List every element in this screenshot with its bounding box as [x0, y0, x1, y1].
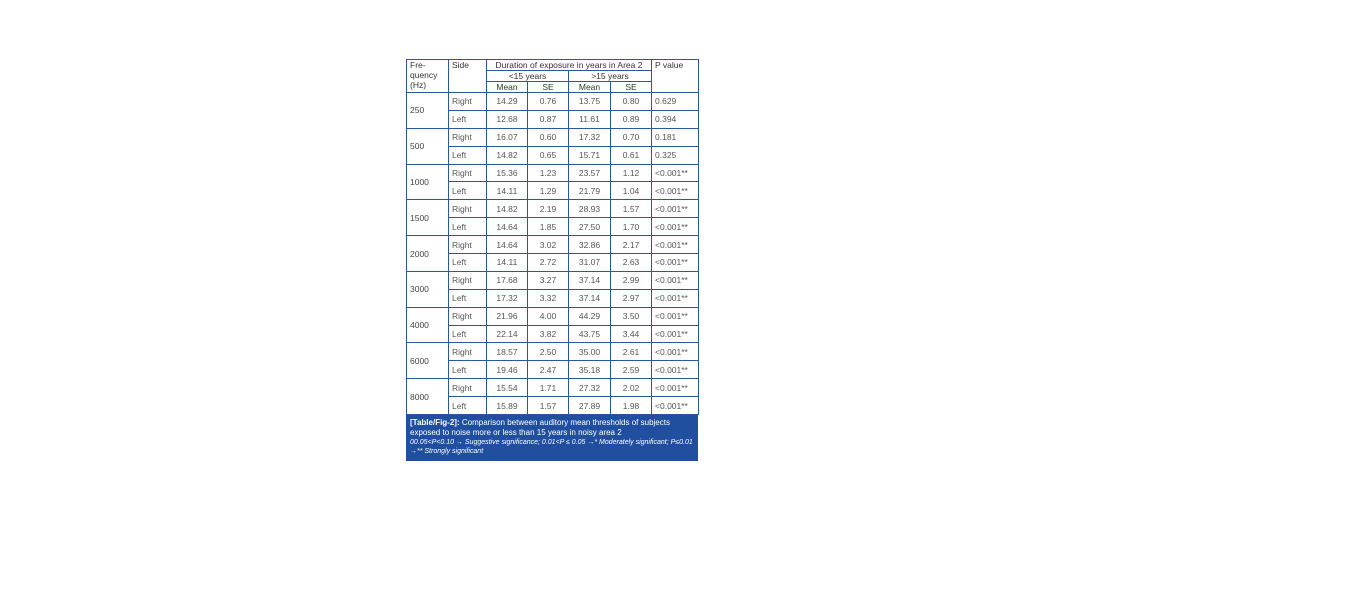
se-gt-cell: 1.98 [611, 397, 652, 415]
side-cell: Right [449, 164, 487, 182]
se-lt-cell: 0.87 [528, 110, 569, 128]
side-cell: Right [449, 379, 487, 397]
side-cell: Right [449, 343, 487, 361]
frequency-cell: 1500 [407, 200, 449, 236]
mean-gt-cell: 43.75 [569, 325, 611, 343]
mean-gt-cell: 23.57 [569, 164, 611, 182]
se-lt-cell: 3.02 [528, 236, 569, 254]
table-row [407, 325, 699, 343]
table-row [407, 361, 699, 379]
se-gt-cell: 0.89 [611, 110, 652, 128]
se-gt-cell: 2.17 [611, 236, 652, 254]
pvalue-cell: <0.001** [652, 271, 699, 289]
se-lt-cell: 1.71 [528, 379, 569, 397]
se-lt-cell: 0.65 [528, 146, 569, 164]
pvalue-cell: 0.181 [652, 128, 699, 146]
mean-gt-cell: 13.75 [569, 93, 611, 111]
mean-lt-cell: 12.68 [487, 110, 528, 128]
mean-lt-cell: 21.96 [487, 307, 528, 325]
mean-gt-cell: 21.79 [569, 182, 611, 200]
se-gt-cell: 2.61 [611, 343, 652, 361]
side-cell: Left [449, 218, 487, 236]
se-lt-cell: 3.27 [528, 271, 569, 289]
table-row [407, 146, 699, 164]
table-row [407, 218, 699, 236]
mean-lt-cell: 14.64 [487, 236, 528, 254]
header-mean: Mean [569, 82, 611, 93]
header-se: SE [611, 82, 652, 93]
table-row [407, 343, 699, 361]
pvalue-cell: <0.001** [652, 236, 699, 254]
mean-gt-cell: 27.89 [569, 397, 611, 415]
pvalue-cell: <0.001** [652, 289, 699, 307]
table-row [407, 289, 699, 307]
pvalue-cell: <0.001** [652, 343, 699, 361]
table-row [407, 110, 699, 128]
side-cell: Left [449, 289, 487, 307]
table-caption [406, 415, 698, 461]
table-row [407, 397, 699, 415]
mean-lt-cell: 14.11 [487, 254, 528, 272]
mean-gt-cell: 35.18 [569, 361, 611, 379]
se-gt-cell: 1.12 [611, 164, 652, 182]
mean-lt-cell: 16.07 [487, 128, 528, 146]
table-row [407, 379, 699, 397]
mean-lt-cell: 17.68 [487, 271, 528, 289]
se-lt-cell: 1.85 [528, 218, 569, 236]
side-cell: Left [449, 182, 487, 200]
pvalue-cell: 0.325 [652, 146, 699, 164]
mean-gt-cell: 15.71 [569, 146, 611, 164]
se-gt-cell: 2.99 [611, 271, 652, 289]
mean-gt-cell: 11.61 [569, 110, 611, 128]
frequency-cell: 250 [407, 93, 449, 129]
header-group-gt: >15 years [569, 71, 652, 82]
mean-gt-cell: 17.32 [569, 128, 611, 146]
frequency-cell: 2000 [407, 236, 449, 272]
thresholds-table [406, 59, 699, 415]
mean-lt-cell: 14.64 [487, 218, 528, 236]
pvalue-cell: <0.001** [652, 182, 699, 200]
header-pvalue: P value [652, 60, 699, 93]
mean-gt-cell: 44.29 [569, 307, 611, 325]
se-gt-cell: 0.80 [611, 93, 652, 111]
table-row [407, 236, 699, 254]
mean-gt-cell: 35.00 [569, 343, 611, 361]
se-lt-cell: 3.82 [528, 325, 569, 343]
mean-lt-cell: 17.32 [487, 289, 528, 307]
side-cell: Left [449, 325, 487, 343]
table-body [407, 93, 699, 415]
side-cell: Right [449, 236, 487, 254]
table-figure [406, 59, 698, 461]
pvalue-cell: <0.001** [652, 164, 699, 182]
table-row [407, 164, 699, 182]
pvalue-cell: 0.394 [652, 110, 699, 128]
se-lt-cell: 3.32 [528, 289, 569, 307]
table-row [407, 307, 699, 325]
frequency-cell: 8000 [407, 379, 449, 415]
se-gt-cell: 2.97 [611, 289, 652, 307]
header-group-lt: <15 years [487, 71, 569, 82]
mean-gt-cell: 37.14 [569, 271, 611, 289]
se-lt-cell: 1.29 [528, 182, 569, 200]
table-row [407, 271, 699, 289]
mean-lt-cell: 15.54 [487, 379, 528, 397]
se-gt-cell: 0.61 [611, 146, 652, 164]
se-lt-cell: 1.57 [528, 397, 569, 415]
pvalue-cell: <0.001** [652, 379, 699, 397]
mean-gt-cell: 27.32 [569, 379, 611, 397]
side-cell: Left [449, 146, 487, 164]
mean-gt-cell: 31.07 [569, 254, 611, 272]
header-side: Side [449, 60, 487, 93]
se-gt-cell: 1.70 [611, 218, 652, 236]
pvalue-cell: <0.001** [652, 218, 699, 236]
caption-text: Comparison between auditory mean thresholds of subjects exposed to noise more or less than 15 years in noisy area 2 [410, 418, 670, 438]
se-gt-cell: 3.44 [611, 325, 652, 343]
frequency-cell: 3000 [407, 271, 449, 307]
frequency-cell: 4000 [407, 307, 449, 343]
mean-gt-cell: 32.86 [569, 236, 611, 254]
mean-lt-cell: 22.14 [487, 325, 528, 343]
pvalue-cell: <0.001** [652, 325, 699, 343]
header-se: SE [528, 82, 569, 93]
pvalue-cell: <0.001** [652, 254, 699, 272]
se-gt-cell: 0.70 [611, 128, 652, 146]
se-lt-cell: 0.60 [528, 128, 569, 146]
table-row [407, 128, 699, 146]
se-lt-cell: 2.72 [528, 254, 569, 272]
side-cell: Left [449, 254, 487, 272]
pvalue-cell: 0.629 [652, 93, 699, 111]
mean-lt-cell: 14.82 [487, 146, 528, 164]
se-lt-cell: 4.00 [528, 307, 569, 325]
side-cell: Right [449, 200, 487, 218]
pvalue-cell: <0.001** [652, 200, 699, 218]
mean-lt-cell: 14.11 [487, 182, 528, 200]
mean-gt-cell: 37.14 [569, 289, 611, 307]
table-row [407, 182, 699, 200]
side-cell: Left [449, 397, 487, 415]
se-gt-cell: 2.59 [611, 361, 652, 379]
se-gt-cell: 2.02 [611, 379, 652, 397]
se-lt-cell: 1.23 [528, 164, 569, 182]
mean-lt-cell: 19.46 [487, 361, 528, 379]
se-lt-cell: 2.19 [528, 200, 569, 218]
side-cell: Right [449, 93, 487, 111]
se-gt-cell: 1.04 [611, 182, 652, 200]
pvalue-cell: <0.001** [652, 307, 699, 325]
pvalue-cell: <0.001** [652, 361, 699, 379]
frequency-cell: 1000 [407, 164, 449, 200]
mean-lt-cell: 15.89 [487, 397, 528, 415]
header-frequency: Fre- quency (Hz) [407, 60, 449, 93]
se-lt-cell: 2.50 [528, 343, 569, 361]
pvalue-cell: <0.001** [652, 397, 699, 415]
se-gt-cell: 2.63 [611, 254, 652, 272]
side-cell: Right [449, 271, 487, 289]
frequency-cell: 500 [407, 128, 449, 164]
caption-label: [Table/Fig-2]: [410, 418, 460, 428]
header-mean: Mean [487, 82, 528, 93]
table-row [407, 200, 699, 218]
side-cell: Right [449, 128, 487, 146]
se-gt-cell: 3.50 [611, 307, 652, 325]
side-cell: Left [449, 361, 487, 379]
side-cell: Left [449, 110, 487, 128]
se-lt-cell: 0.76 [528, 93, 569, 111]
mean-gt-cell: 28.93 [569, 200, 611, 218]
se-gt-cell: 1.57 [611, 200, 652, 218]
mean-lt-cell: 15.36 [487, 164, 528, 182]
mean-lt-cell: 18.57 [487, 343, 528, 361]
table-row [407, 93, 699, 111]
mean-gt-cell: 27.50 [569, 218, 611, 236]
table-row [407, 254, 699, 272]
caption-note: 00.05<P<0.10 → Suggestive significance; 0.01<P ≤ 0.05 →* Moderately significant; P≤0.01 →** Strongly significant [410, 439, 693, 456]
mean-lt-cell: 14.29 [487, 93, 528, 111]
mean-lt-cell: 14.82 [487, 200, 528, 218]
header-duration: Duration of exposure in years in Area 2 [487, 60, 652, 71]
frequency-cell: 6000 [407, 343, 449, 379]
side-cell: Right [449, 307, 487, 325]
se-lt-cell: 2.47 [528, 361, 569, 379]
